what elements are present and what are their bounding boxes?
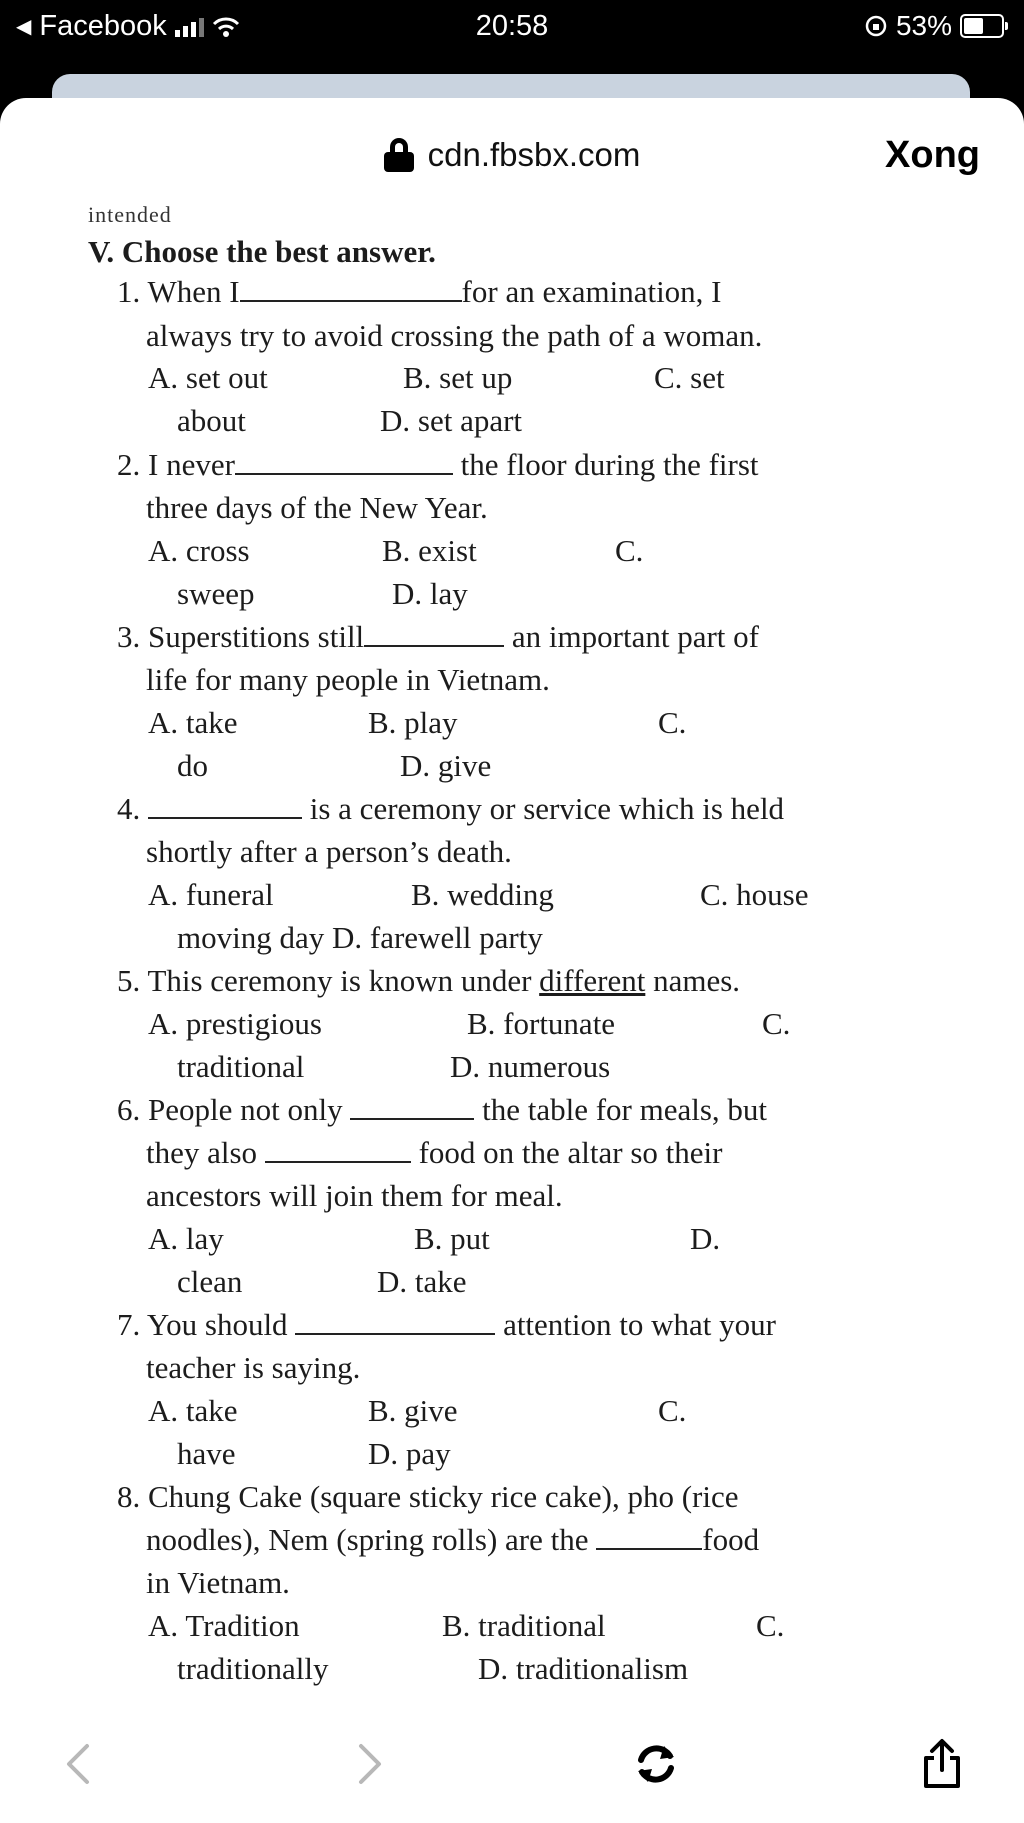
q4-line2: shortly after a person’s death. [146, 834, 512, 869]
q4-option-c-cont: moving day D. farewell party [177, 920, 543, 955]
status-right [864, 10, 1004, 42]
battery-fill [964, 18, 983, 34]
q7-option-b: B. give [368, 1393, 458, 1428]
q1-option-c-cont: about [177, 403, 246, 438]
q8-option-d: D. traditionalism [478, 1651, 689, 1686]
share-button[interactable] [912, 1734, 972, 1794]
q3-option-b: B. play [368, 705, 458, 740]
q3-line2: life for many people in Vietnam. [146, 662, 550, 697]
q5-option-c: C. [762, 1006, 791, 1041]
bottom-toolbar [0, 1706, 1024, 1823]
q2-option-d: D. lay [392, 576, 468, 611]
q3-option-c-cont: do [177, 748, 208, 783]
back-button[interactable] [48, 1734, 108, 1794]
q3-option-c: C. [658, 705, 687, 740]
orientation-lock-icon [864, 14, 888, 38]
q8-option-a: A. Tradition [148, 1608, 300, 1643]
q5-line1: 5. This ceremony is known under different names. [117, 963, 741, 998]
forward-button[interactable] [340, 1734, 400, 1794]
q7-option-c: C. [658, 1393, 687, 1428]
q4-option-b: B. wedding [411, 877, 554, 912]
back-app-label: Facebook [39, 10, 167, 42]
q7-line2: teacher is saying. [146, 1350, 361, 1385]
url-text: cdn.fbsbx.com [427, 136, 641, 173]
q1-option-b: B. set up [403, 360, 513, 395]
browser-sheet [0, 98, 1024, 1823]
done-button[interactable]: Xong [885, 134, 980, 176]
battery-icon [960, 14, 1004, 38]
q2-option-a: A. cross [148, 533, 250, 568]
lock-icon [384, 138, 414, 172]
q5-option-c-cont: traditional [177, 1049, 305, 1084]
q2-option-b: B. exist [382, 533, 477, 568]
q2-option-c-cont: sweep [177, 576, 255, 611]
back-triangle-icon: ◀ [16, 16, 32, 38]
q5-option-a: A. prestigious [148, 1006, 322, 1041]
q8-option-c-cont: traditionally [177, 1651, 329, 1686]
q1-line2: always try to avoid crossing the path of a woman. [146, 318, 763, 353]
q4-option-a: A. funeral [148, 877, 274, 912]
q1-option-a: A. set out [148, 360, 268, 395]
q6-option-c-cont: clean [177, 1264, 243, 1299]
q8-line2: noodles), Nem (spring rolls) are the food [146, 1522, 760, 1557]
q8-line3: in Vietnam. [146, 1565, 290, 1600]
q7-line1: 7. You should attention to what your [117, 1307, 776, 1342]
q6-line3: ancestors will join them for meal. [146, 1178, 563, 1213]
q8-option-b: B. traditional [442, 1608, 606, 1643]
q7-option-d: D. pay [368, 1436, 451, 1471]
q5-option-d: D. numerous [450, 1049, 611, 1084]
q6-option-b: B. put [414, 1221, 490, 1256]
share-icon [920, 1738, 964, 1790]
q2-option-c: C. [615, 533, 644, 568]
q6-line1: 6. People not only the table for meals, but [117, 1092, 768, 1127]
q3-option-a: A. take [148, 705, 238, 740]
q8-line1: 8. Chung Cake (square sticky rice cake), pho (rice [117, 1479, 739, 1514]
q2-line1: 2. I never the floor during the first [117, 447, 759, 482]
chevron-left-icon [63, 1742, 93, 1786]
clock: 20:58 [475, 10, 549, 42]
q4-option-c: C. house [700, 877, 809, 912]
q1-line1: 1. When I for an examination, I [117, 274, 722, 309]
url-display[interactable] [0, 136, 1024, 174]
q1-option-d: D. set apart [380, 403, 523, 438]
q7-option-a: A. take [148, 1393, 238, 1428]
q7-option-c-cont: have [177, 1436, 236, 1471]
q8-option-c: C. [756, 1608, 785, 1643]
q6-option-d: D. take [377, 1264, 467, 1299]
reload-button[interactable] [626, 1734, 686, 1794]
battery-percent: 53% [895, 10, 952, 41]
q6-line2: they also food on the altar so their [146, 1135, 723, 1170]
q1-option-c: C. set [654, 360, 725, 395]
q3-line1: 3. Superstitions still an important part of [117, 619, 759, 654]
q6-option-c: D. [690, 1221, 721, 1256]
cutoff-text: intended [88, 206, 172, 227]
reload-icon [632, 1740, 680, 1788]
q2-line2: three days of the New Year. [146, 490, 488, 525]
chevron-right-icon [355, 1742, 385, 1786]
status-bar [0, 0, 1024, 72]
q5-option-b: B. fortunate [467, 1006, 616, 1041]
document-view [0, 206, 1024, 1706]
address-bar [0, 128, 1024, 188]
q4-line1: 4. is a ceremony or service which is held [117, 791, 785, 826]
section-title: V. Choose the best answer. [88, 234, 436, 269]
q6-option-a: A. lay [148, 1221, 224, 1256]
q3-option-d: D. give [400, 748, 492, 783]
